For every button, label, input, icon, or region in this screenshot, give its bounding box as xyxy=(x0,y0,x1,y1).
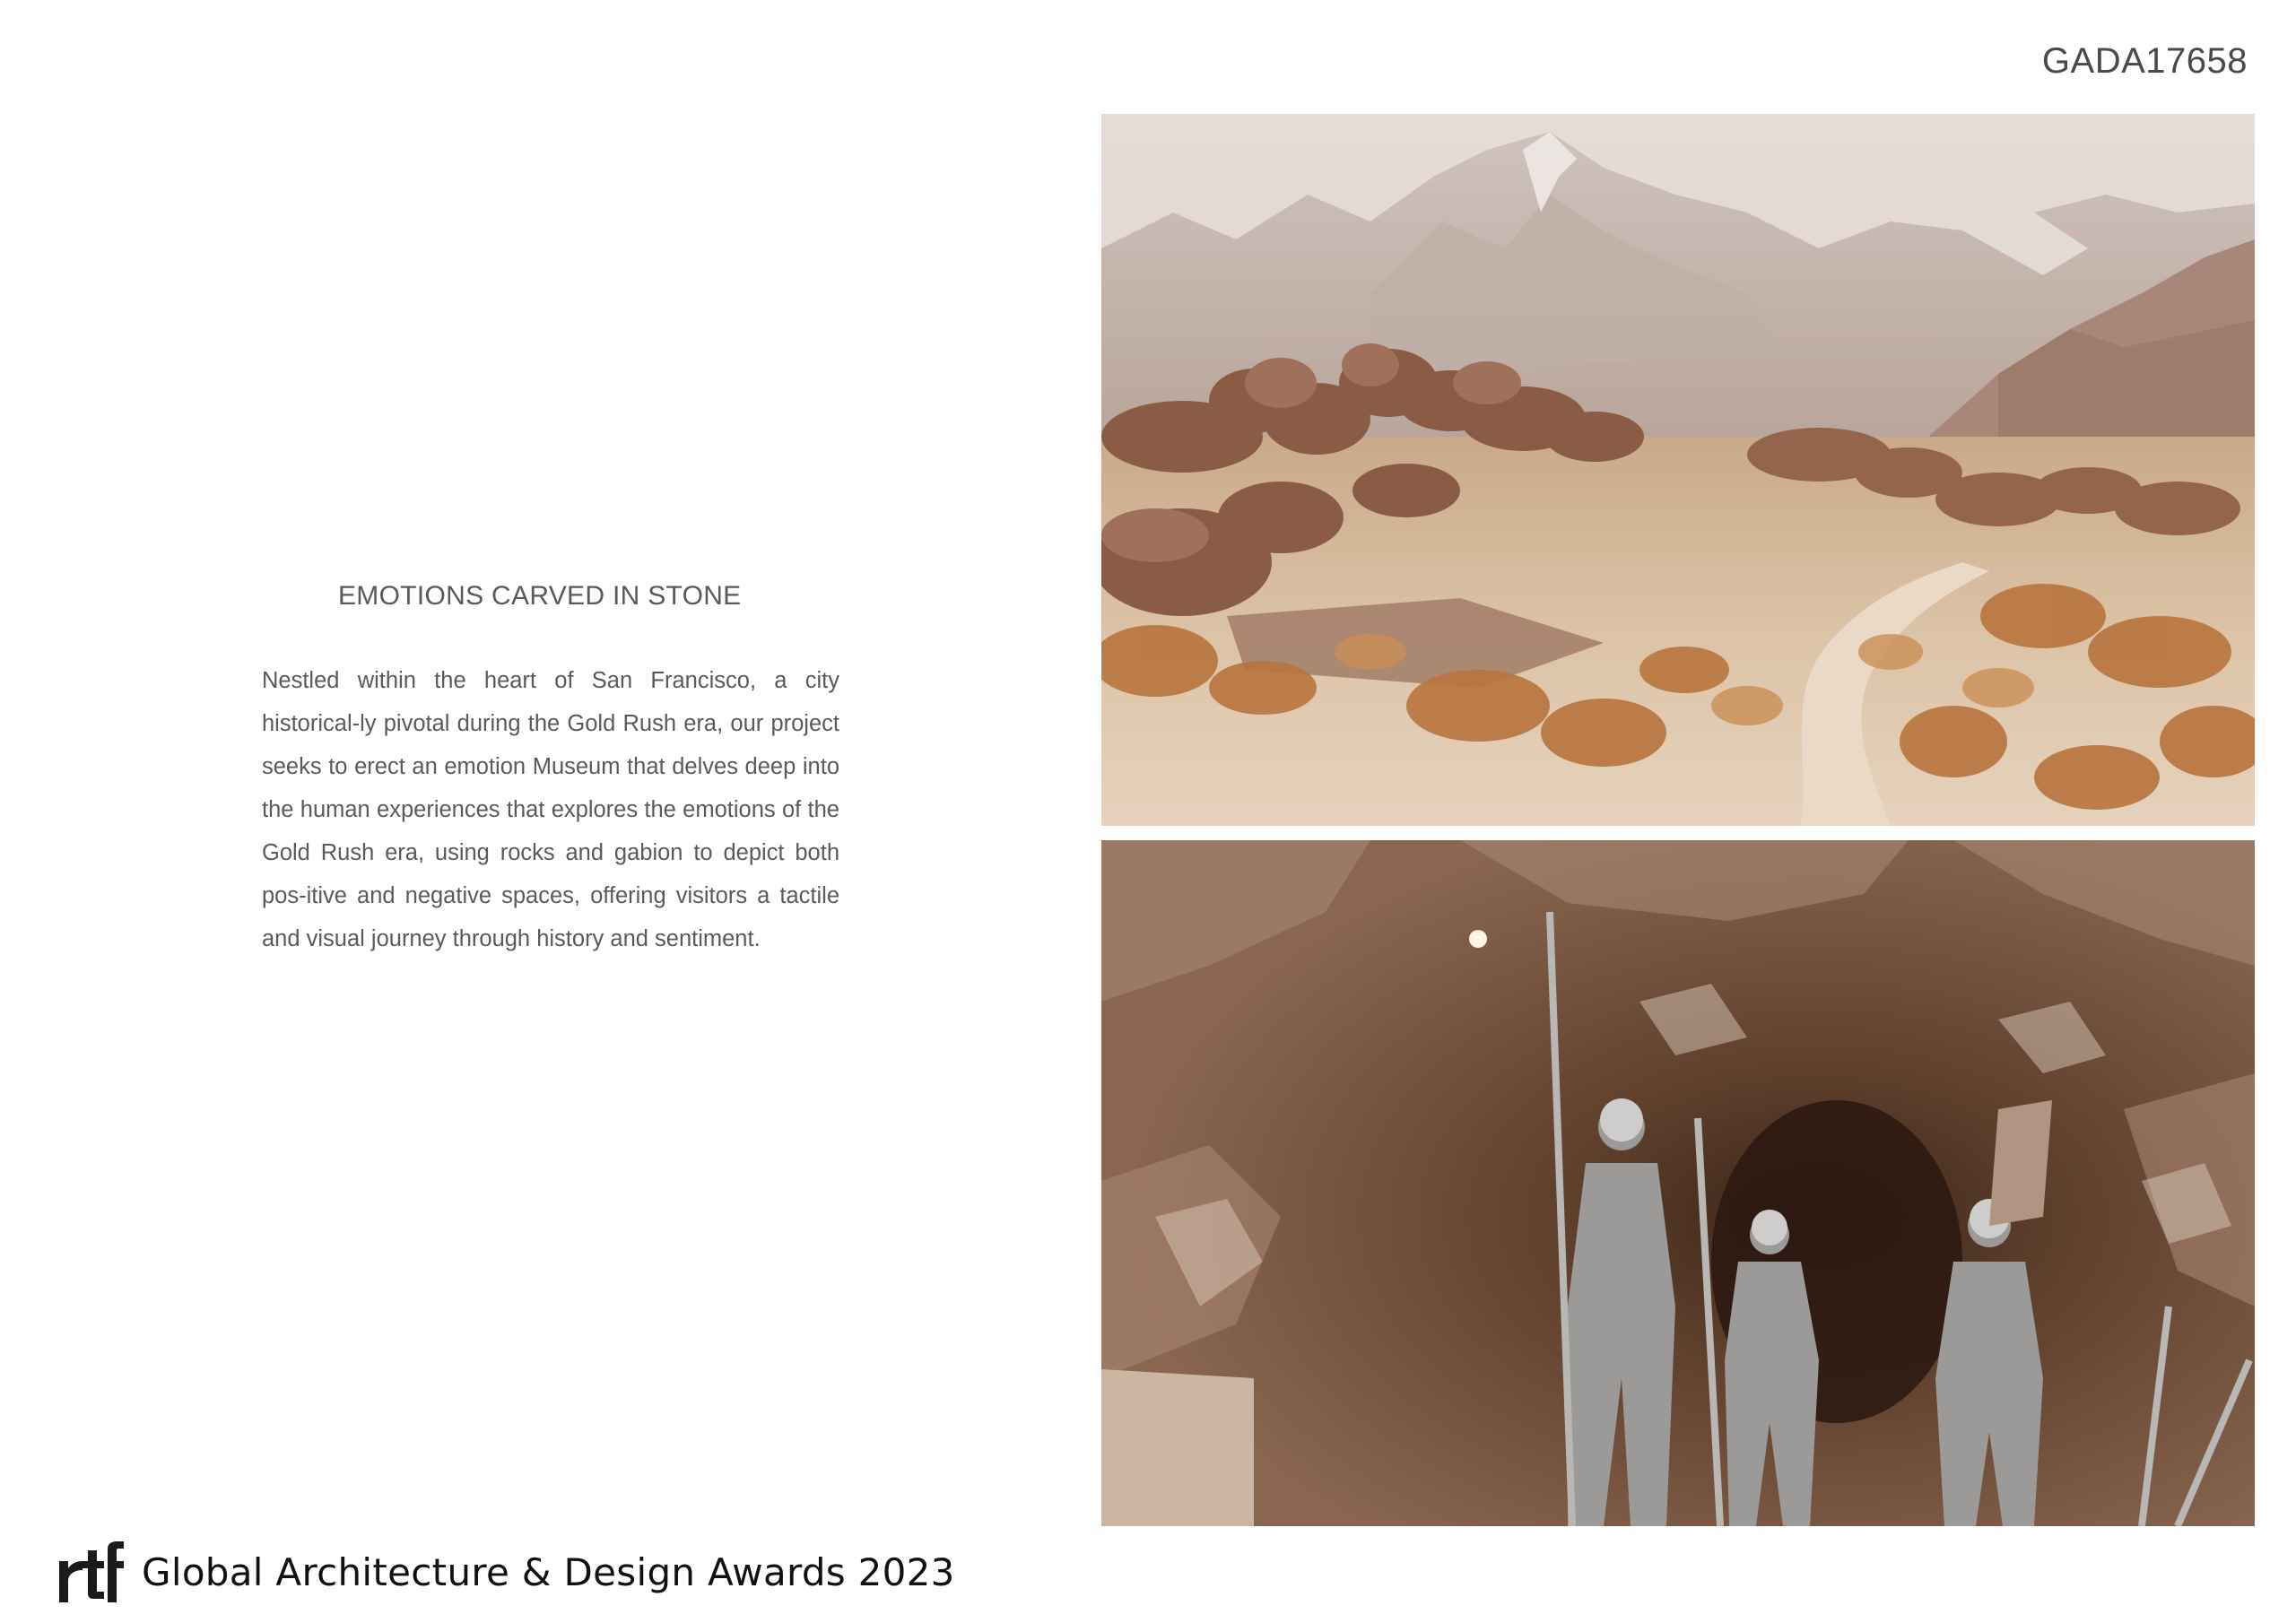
description-paragraph: Nestled within the heart of San Francisco, a city historical-ly pivotal during the Gold Rush era, our project seeks to erect an emotion Museum that delves deep into the human experiences that explores the emotions of the Gold Rush era, using rocks and gabion to depict both pos-itive and negative spaces, offering visitors a tactile and visual journey through history and sentiment. xyxy=(262,668,839,951)
section-heading: EMOTIONS CARVED IN STONE xyxy=(338,581,742,611)
desert-mountain-photo xyxy=(1101,114,2255,826)
awards-title: Global Architecture & Design Awards 2023 xyxy=(142,1549,955,1594)
project-code: GADA17658 xyxy=(2041,41,2248,81)
gold-miners-tunnel-photo xyxy=(1101,840,2255,1526)
rtf-logo-icon xyxy=(57,1541,126,1602)
footer xyxy=(57,1541,955,1603)
